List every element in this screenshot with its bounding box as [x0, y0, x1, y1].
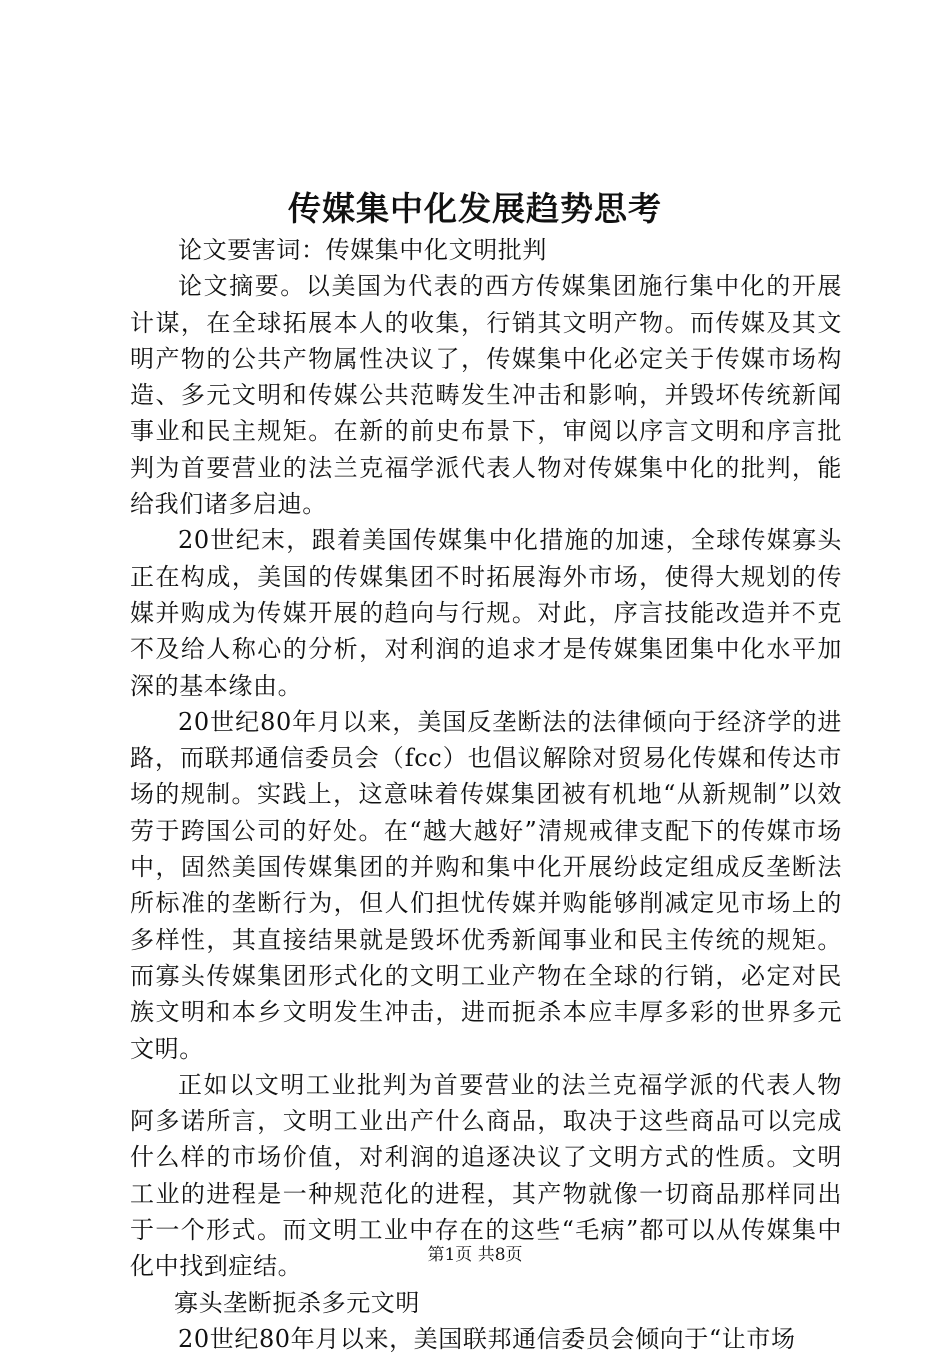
body-paragraph: 20世纪80年月以来，美国联邦通信委员会倾向于“让市场 — [178, 1324, 796, 1353]
body-paragraph: 20世纪80年月以来，美国反垄断法的法律倾向于经济学的进路，而联邦通信委员会（fcc）也倡议解除对贸易化传媒和传达市场的规制。实践上，这意味着传媒集团被有机地“从新规制”以效劳于跨国公司的好处。在“越大越好”清规戒律支配下的传媒市场中，固然美国传媒集团的并购和集中化开展纷歧定组成反垄断法所标准的垄断行为，但人们担忧传媒并购能够削减定见市场上的多样性，其直接结果就是毁坏优秀新闻事业和民主传统的规矩。而寡头传媒集团形式化的文明工业产物在全球的行销，必定对民族文明和本乡文明发生冲击，进而扼杀本应丰厚多彩的世界多元文明。 — [130, 707, 842, 1063]
keywords-paragraph: 论文要害词：传媒集中化文明批判 — [178, 236, 547, 264]
section-heading: 寡头垄断扼杀多元文明 — [174, 1288, 420, 1317]
body-paragraph: 20世纪末，跟着美国传媒集中化措施的加速，全球传媒寡头正在构成，美国的传媒集团不时拓展海外市场，使得大规划的传媒并购成为传媒开展的趋向与行规。对此，序言技能改造并不克不及给人称心的分析，对利润的追求才是传媒集团集中化水平加深的基本缘由。 — [130, 526, 842, 700]
page-number-footer: 第1页 共8页 — [427, 1245, 523, 1265]
document-body — [130, 232, 842, 1357]
body-paragraph: 正如以文明工业批判为首要营业的法兰克福学派的代表人物阿多诺所言，文明工业出产什么商品，取决于这些商品可以完成什么样的市场价值，对利润的追逐决议了文明方式的性质。文明工业的进程是一种规范化的进程，其产物就像一切商品那样同出于一个形式。而文明工业中存在的这些“毛病”都可以从传媒集中化中找到症结。 — [130, 1070, 842, 1281]
abstract-paragraph: 论文摘要。以美国为代表的西方传媒集团施行集中化的开展计谋，在全球拓展本人的收集，行销其文明产物。而传媒及其文明产物的公共产物属性决议了，传媒集中化必定关于传媒市场构造、多元文明和传媒公共范畴发生冲击和影响，并毁坏传统新闻事业和民主规矩。在新的前史布景下，审阅以序言文明和序言批判为首要营业的法兰克福学派代表人物对传媒集中化的批判，能给我们诸多启迪。 — [130, 272, 842, 519]
page-title: 传媒集中化发展趋势思考 — [288, 189, 662, 228]
